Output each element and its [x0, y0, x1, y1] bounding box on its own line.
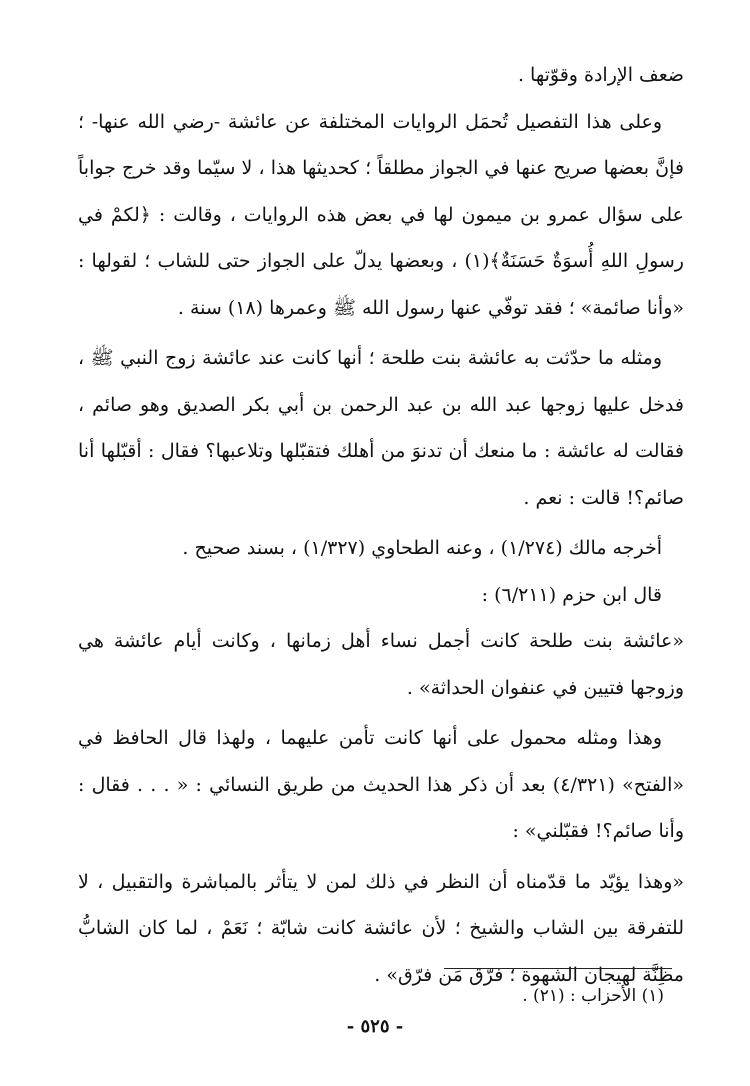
paragraph-6-quote: «عائشة بنت طلحة كانت أجمل نساء أهل زمانها ، وكانت أيام عائشة هي وزوجها فتيين في عنفوان الحداثة» .: [78, 630, 684, 699]
paragraph-3: ومثله ما حدّثت به عائشة بنت طلحة ؛ أنها كانت عند عائشة زوج النبي ﷺ ، فدخل عليها زوجها عبد الله بن عبد الرحمن بن أبي بكر الصديق وهو صائم ، فقالت له عائشة : ما منعك أن تدنوَ من أهلك فتقبّلها وتلاعبها؟ فقال : أقبّلها أنا صائم؟! قالت : نعم .: [78, 347, 684, 509]
paragraph-8-quote: «وهذا يؤيّد ما قدّمناه أن النظر في ذلك لمن لا يتأثر بالمباشرة والتقبيل ، لا للتفرقة بين الشاب والشيخ ؛ لأن عائشة كانت شابّة ؛ نَعَمْ ، لما كان الشابُّ مظِنَّة لهيجان الشهوة ؛ فرّق مَن فرّق» .: [78, 870, 684, 986]
paragraph-2: وعلى هذا التفصيل تُحمَل الروايات المختلفة عن عائشة -رضي الله عنها- ؛ فإنَّ بعضها صريح عنها في الجواز مطلقاً ؛ كحديثها هذا ، لا سيّما وقد خرج جواباً على سؤال عمرو بن ميمون لها في بعض هذه الروايات ، وقالت : ﴿لكمْ في رسولِ اللهِ أُسوَةٌ حَسَنَةٌ﴾(١) ، وبعضها يدلّ على الجواز حتى للشاب ؛ لقولها : «وأنا صائمة» ؛ فقد توفّي عنها رسول الله ﷺ وعمرها (١٨) سنة .: [78, 110, 684, 319]
paragraph-1: ضعف الإرادة وقوّتها .: [517, 64, 684, 86]
paragraph-5: قال ابن حزم (٦/٢١١) :: [481, 583, 662, 606]
page-number: - ٥٢٥ -: [346, 1016, 404, 1037]
main-text: [78, 52, 684, 998]
footnote: (١) الأحزاب : (٢١) .: [522, 986, 664, 1006]
paragraph-7: وهذا ومثله محمول على أنها كانت تأمن عليهما ، ولهذا قال الحافظ في «الفتح» (٤/٣٢١) بعد أن ذكر هذا الحديث من طريق النسائي : « . . . فقال : وأنا صائم؟! فقبّلني» :: [78, 727, 684, 842]
footnote-divider: [444, 968, 672, 969]
paragraph-4: أخرجه مالك (١/٢٧٤) ، وعنه الطحاوي (١/٣٢٧) ، بسند صحيح .: [182, 537, 662, 559]
